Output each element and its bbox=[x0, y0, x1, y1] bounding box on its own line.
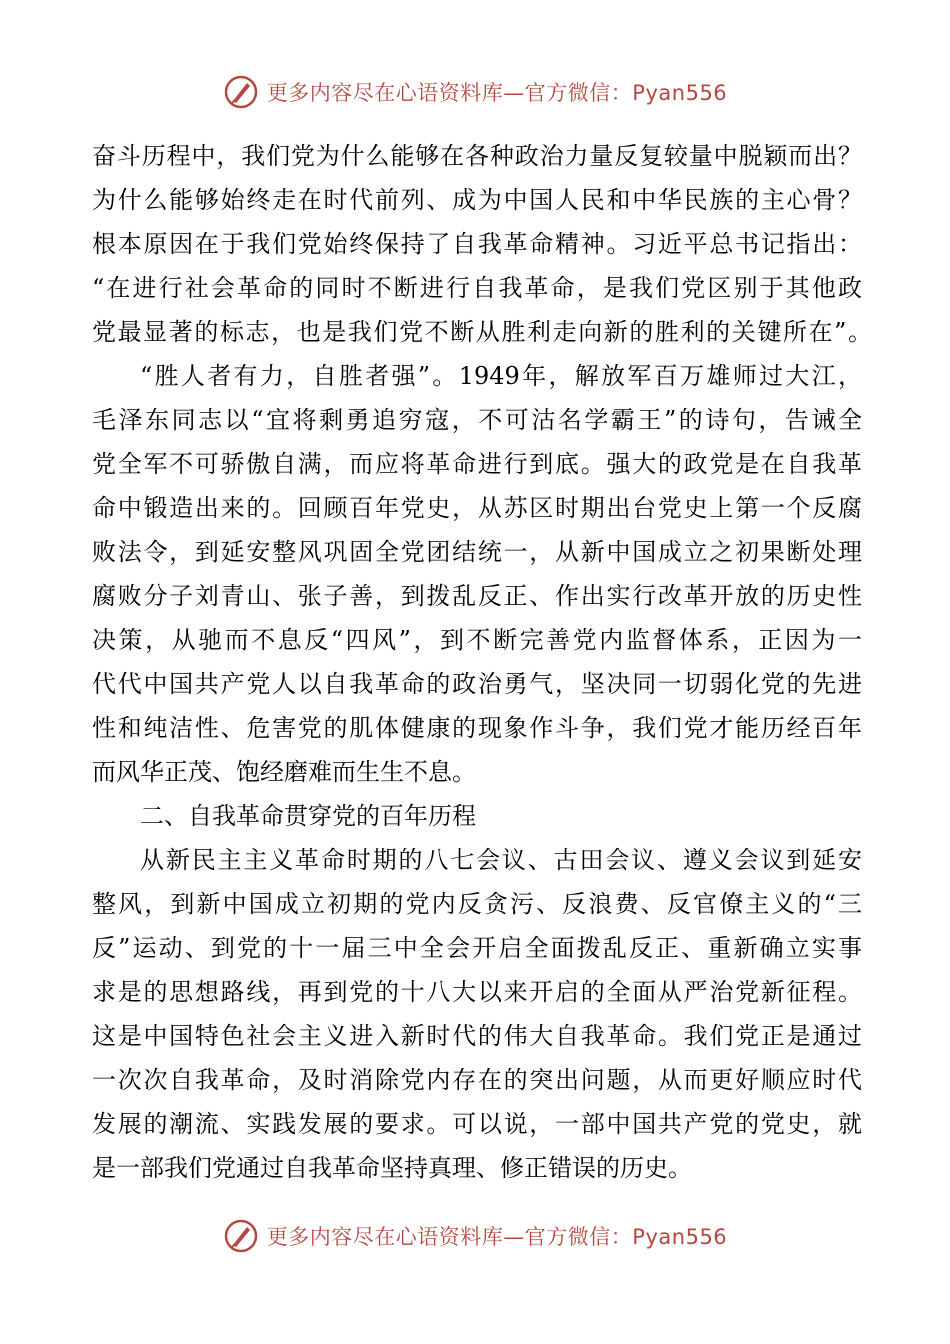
paragraph-line: 反”运动、到党的十一届三中全会开启全面拨乱反正、重新确立实事 bbox=[92, 934, 862, 962]
paragraph-line: 命中锻造出来的。回顾百年党史，从苏区时期出台党史上第一个反腐 bbox=[92, 494, 862, 522]
paragraph-line: “在进行社会革命的同时不断进行自我革命，是我们党区别于其他政 bbox=[92, 274, 862, 302]
header-watermark-text: 更多内容尽在心语资料库—官方微信：Pyan556 bbox=[266, 81, 728, 105]
paragraph-line: 求是的思想路线，再到党的十八大以来开启的全面从严治党新征程。 bbox=[92, 978, 862, 1006]
paragraph-line: 为什么能够始终走在时代前列、成为中国人民和中华民族的主心骨？ bbox=[92, 186, 862, 214]
paragraph-line: 根本原因在于我们党始终保持了自我革命精神。习近平总书记指出： bbox=[92, 230, 862, 258]
header-watermark bbox=[0, 70, 950, 114]
paragraph-line: 这是中国特色社会主义进入新时代的伟大自我革命。我们党正是通过 bbox=[92, 1022, 862, 1050]
footer-watermark-text: 更多内容尽在心语资料库—官方微信：Pyan556 bbox=[266, 1225, 728, 1249]
document-body bbox=[92, 134, 872, 1190]
paragraph-line: 发展的潮流、实践发展的要求。可以说，一部中国共产党的党史，就 bbox=[92, 1110, 862, 1138]
paragraph-line: 而风华正茂、饱经磨难而生生不息。 bbox=[92, 758, 476, 786]
footer-watermark-group bbox=[223, 1218, 727, 1254]
pen-nib-logo-icon bbox=[223, 74, 259, 110]
paragraph-line: 一次次自我革命，及时消除党内存在的突出问题，从而更好顺应时代 bbox=[92, 1066, 862, 1094]
paragraph-line: 代代中国共产党人以自我革命的政治勇气，坚决同一切弱化党的先进 bbox=[92, 670, 862, 698]
paragraph-line: 性和纯洁性、危害党的肌体健康的现象作斗争，我们党才能历经百年 bbox=[92, 714, 862, 742]
pen-nib-logo-icon bbox=[223, 1218, 259, 1254]
section-heading: 二、自我革命贯穿党的百年历程 bbox=[140, 802, 476, 830]
header-watermark-group bbox=[223, 74, 727, 110]
paragraph-line: 党最显著的标志，也是我们党不断从胜利走向新的胜利的关键所在”。 bbox=[92, 318, 872, 346]
paragraph-line: 是一部我们党通过自我革命坚持真理、修正错误的历史。 bbox=[92, 1154, 692, 1182]
paragraph-line: 党全军不可骄傲自满，而应将革命进行到底。强大的政党是在自我革 bbox=[92, 450, 862, 478]
paragraph-line: 决策，从驰而不息反“四风”，到不断完善党内监督体系，正因为一 bbox=[92, 626, 862, 654]
paragraph-line: 腐败分子刘青山、张子善，到拨乱反正、作出实行改革开放的历史性 bbox=[92, 582, 862, 610]
footer-watermark bbox=[0, 1214, 950, 1258]
paragraph-line: “胜人者有力，自胜者强”。1949年，解放军百万雄师过大江， bbox=[140, 362, 862, 390]
paragraph-line: 毛泽东同志以“宜将剩勇追穷寇，不可沽名学霸王”的诗句，告诫全 bbox=[92, 406, 862, 434]
paragraph-line: 奋斗历程中，我们党为什么能够在各种政治力量反复较量中脱颖而出？ bbox=[92, 142, 862, 170]
paragraph-line: 整风，到新中国成立初期的党内反贪污、反浪费、反官僚主义的“三 bbox=[92, 890, 862, 918]
paragraph-line: 从新民主主义革命时期的八七会议、古田会议、遵义会议到延安 bbox=[140, 846, 862, 874]
paragraph-line: 败法令，到延安整风巩固全党团结统一，从新中国成立之初果断处理 bbox=[92, 538, 862, 566]
